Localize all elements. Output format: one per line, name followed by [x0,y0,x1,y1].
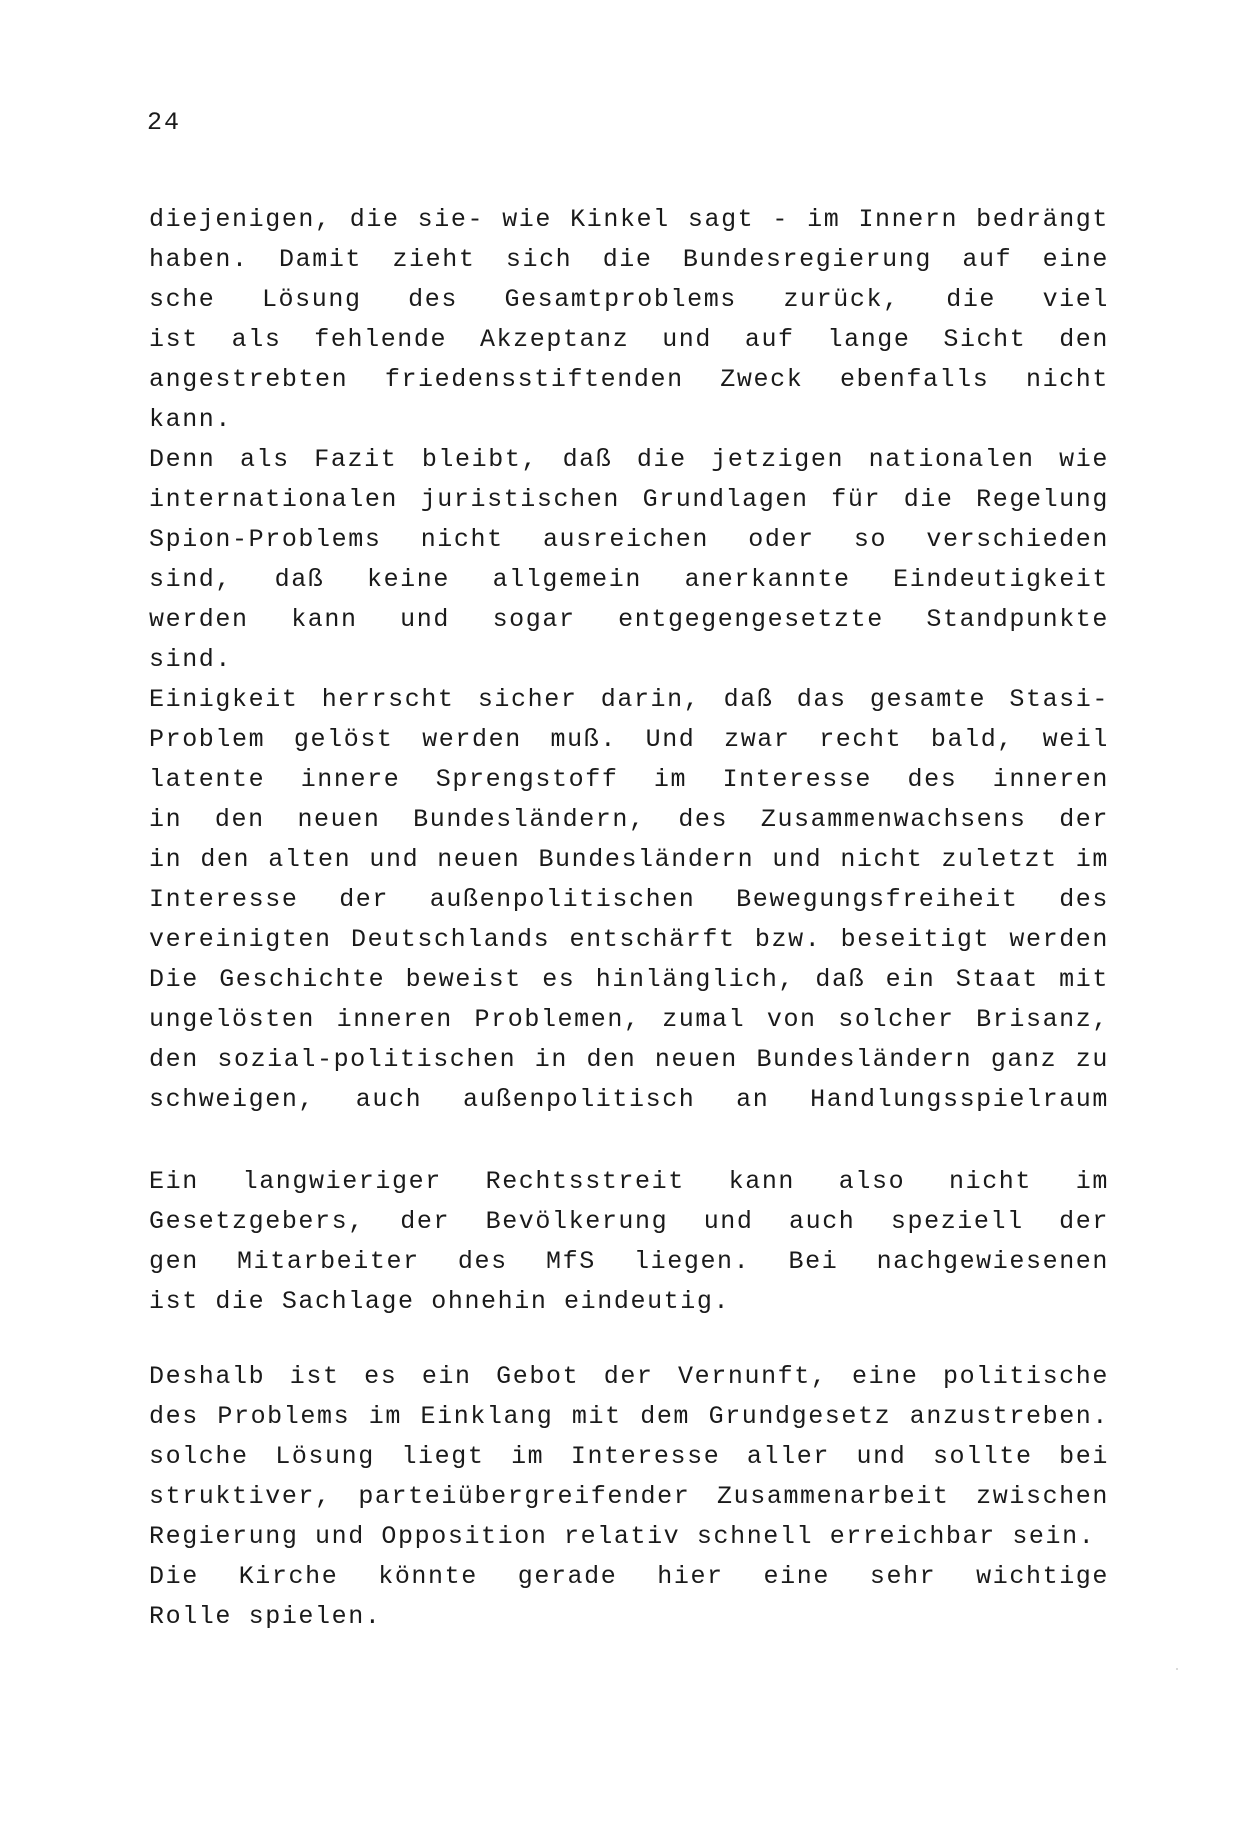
text-line: Denn als Fazit bleibt, daß die jetzigen nationalen wie [149,445,1109,474]
text-line: Die Geschichte beweist es hinlänglich, daß ein Staat mit [149,965,1109,994]
text-line: sche Lösung des Gesamtproblems zurück, die viel [149,285,1109,314]
text-line: sind. [149,645,233,674]
paragraph-2 [149,1162,1109,1322]
text-line: Regierung und Opposition relativ schnell erreichbar sein. [149,1522,1096,1551]
text-line: angestrebten friedensstiftenden Zweck ebenfalls nicht [149,365,1109,394]
text-line: Ein langwieriger Rechtsstreit kann also nicht im [149,1167,1109,1196]
scan-speck [1176,1668,1178,1670]
text-line: Problem gelöst werden muß. Und zwar recht bald, weil [149,725,1109,754]
text-line: schweigen, auch außenpolitisch an Handlungsspielraum [149,1085,1109,1114]
text-line: ist als fehlende Akzeptanz und auf lange Sicht den [149,325,1109,354]
text-line: werden kann und sogar entgegengesetzte Standpunkte [149,605,1109,634]
text-line: Deshalb ist es ein Gebot der Vernunft, eine politische [149,1362,1109,1391]
text-line: den sozial-politischen in den neuen Bundesländern ganz zu [149,1045,1109,1074]
text-line: sind, daß keine allgemein anerkannte Eindeutigkeit [149,565,1109,594]
text-line: haben. Damit zieht sich die Bundesregierung auf eine [149,245,1109,274]
text-line: Einigkeit herrscht sicher darin, daß das gesamte Stasi- [149,685,1109,714]
text-line: internationalen juristischen Grundlagen für die Regelung [149,485,1109,514]
text-line: Spion-Problems nicht ausreichen oder so verschieden [149,525,1109,554]
text-line: latente innere Sprengstoff im Interesse des inneren [149,765,1109,794]
text-line: in den alten und neuen Bundesländern und nicht zuletzt im [149,845,1109,874]
text-line: diejenigen, die sie- wie Kinkel sagt - im Innern bedrängt [149,205,1109,234]
text-line: ist die Sachlage ohnehin eindeutig. [149,1287,731,1316]
text-line: solche Lösung liegt im Interesse aller und sollte bei [149,1442,1109,1471]
paragraph-3 [149,1357,1109,1637]
text-line: des Problems im Einklang mit dem Grundgesetz anzustreben. [149,1402,1109,1431]
text-line: vereinigten Deutschlands entschärft bzw. beseitigt werden [149,925,1109,954]
text-line: Gesetzgebers, der Bevölkerung und auch speziell der [149,1207,1109,1236]
text-line: struktiver, parteiübergreifender Zusammenarbeit zwischen [149,1482,1109,1511]
text-line: gen Mitarbeiter des MfS liegen. Bei nachgewiesenen [149,1247,1109,1276]
text-line: Interesse der außenpolitischen Bewegungsfreiheit des [149,885,1109,914]
text-line: kann. [149,405,233,434]
text-line: in den neuen Bundesländern, des Zusammenwachsens der [149,805,1109,834]
text-line: Rolle spielen. [149,1602,382,1631]
text-line: Die Kirche könnte gerade hier eine sehr wichtige [149,1562,1109,1591]
text-line: ungelösten inneren Problemen, zumal von solcher Brisanz, [149,1005,1109,1034]
paragraph-1 [149,200,1109,1120]
page-number: 24 [147,108,182,137]
